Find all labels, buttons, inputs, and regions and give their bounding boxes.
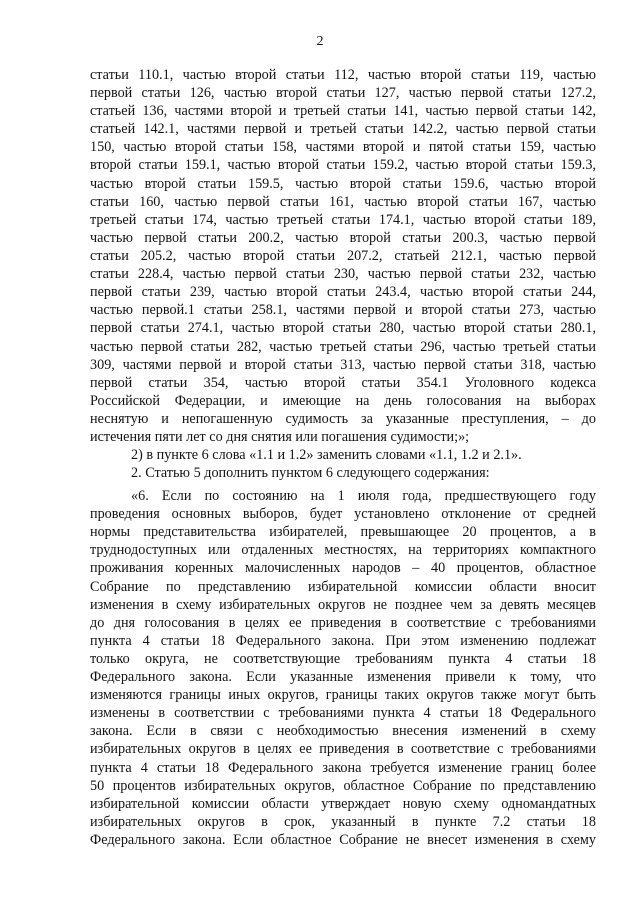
text-line: избирательных округов в срок, указанный в пункте 7.2 статьи 18 [90,814,596,830]
text-line: первой статьи 239, частью второй статьи 243.4, частью второй статьи 244, [90,284,596,300]
text-line: «6. Если по состоянию на 1 июля года, предшествующего году [131,488,596,504]
text-line: Федерального закона. Если областное Собрание не внесет изменения в схему [90,832,596,848]
text-line: пункта 4 статьи 18 Федерального закона требуется изменение границ более [90,760,596,776]
text-line: Собрание по представлению избирательной комиссии области вносит [90,579,596,595]
text-line: до дня голосования в целях ее приведения в соответствие с требованиями [90,615,596,631]
text-line: статьей 142.1, частями первой и третьей статьи 142.2, частью первой статьи [90,121,596,137]
text-line: статьи 160, частью первой статьи 161, частью второй статьи 167, частью [90,194,596,210]
text-line: 50 процентов избирательных округов, областное Собрание по представлению [90,778,596,794]
text-line: изменяются границы иных округов, границы таких округов также могут быть [90,687,596,703]
text-line: первой статьи 126, частью второй статьи 127, частью первой статьи 127.2, [90,85,596,101]
text-line: неснятую и непогашенную судимость за указанные преступления, – до [90,411,596,427]
text-line: проживания коренных малочисленных народов – 40 процентов, областное [90,560,596,576]
text-line: истечения пяти лет со дня снятия или погашения судимости;»; [90,429,470,445]
page-number: 2 [316,34,324,49]
text-line: только округа, не соответствующие требованиям пункта 4 статьи 18 [90,651,596,667]
text-line: 150, частью второй статьи 158, частями второй и пятой статьи 159, частью [90,139,596,155]
text-line: первой статьи 274.1, частью второй статьи 280, частью второй статьи 280.1, [90,320,596,336]
text-line: частью первой.1 статьи 258.1, частями первой и второй статьи 273, частью [90,302,596,318]
text-line: 2. Статью 5 дополнить пунктом 6 следующего содержания: [131,465,490,481]
text-line: третьей статьи 174, частью третьей статьи 174.1, частью второй статьи 189, [90,212,596,228]
text-line: избирательных округов в целях ее приведения в соответствие с требованиями [90,741,596,757]
text-line: 309, частями первой и второй статьи 313, частью первой статьи 318, частью [90,357,596,373]
text-line: пункта 4 статьи 18 Федерального закона. При этом изменению подлежат [90,633,596,649]
text-line: статьи 228.4, частью первой статьи 230, частью первой статьи 232, частью [90,266,596,282]
text-line: частью второй статьи 159.5, частью второй статьи 159.6, частью второй [90,176,596,192]
text-line: избирательной комиссии области утверждает новую схему одномандатных [90,796,596,812]
text-line: частью первой статьи 200.2, частью второй статьи 200.3, частью первой [90,230,596,246]
text-line: изменены в соответствии с требованиями пункта 4 статьи 18 Федерального [90,705,596,721]
text-line: Российской Федерации, и имеющие на день голосования на выборах [90,393,596,409]
text-line: 2) в пункте 6 слова «1.1 и 1.2» заменить словами «1.1, 1.2 и 2.1». [131,447,522,463]
text-line: труднодоступных или отдаленных местностях, на территориях компактного [90,542,596,558]
text-line: закона. Если в связи с необходимостью внесения изменений в схему [90,723,596,739]
text-line: статьи 205.2, частью второй статьи 207.2, статьей 212.1, частью первой [90,248,596,264]
text-line: частью первой статьи 282, частью третьей статьи 296, частью третьей статьи [90,339,596,355]
text-line: второй статьи 159.1, частью второй статьи 159.2, частью второй статьи 159.3, [90,157,596,173]
text-line: изменения в схему избирательных округов не позднее чем за девять месяцев [90,597,596,613]
text-line: статьей 136, частями второй и третьей статьи 141, частью первой статьи 142, [90,103,596,119]
text-line: статьи 110.1, частью второй статьи 112, частью второй статьи 119, частью [90,67,596,83]
text-line: первой статьи 354, частью второй статьи 354.1 Уголовного кодекса [90,375,596,391]
text-line: нормы представительства избирателей, превышающее 20 процентов, а в [90,524,596,540]
text-line: Федерального закона. Если указанные изменения привели к тому, что [90,669,596,685]
text-line: проведения основных выборов, будет установлено отклонение от средней [90,506,596,522]
